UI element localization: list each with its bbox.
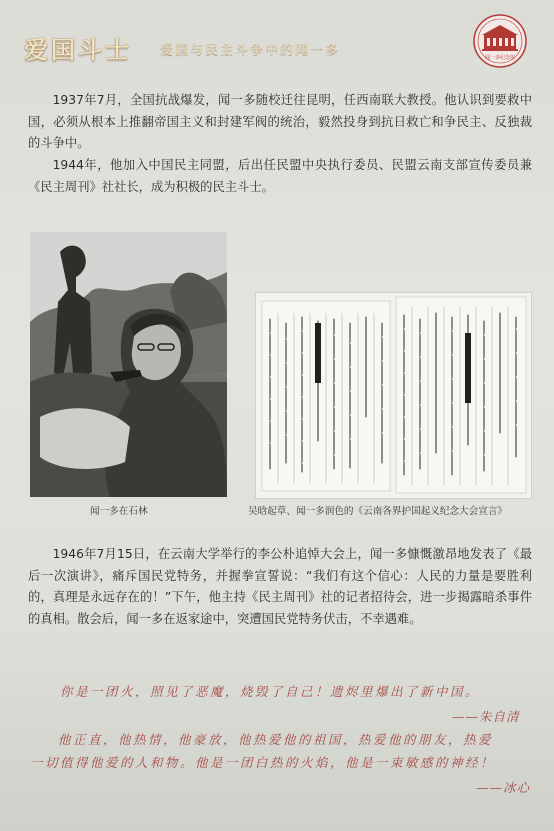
paragraph-1946: 1946年7月15日，在云南大学举行的李公朴追悼大会上，闻一多慷慨激昂地发表了《最后一次演讲》，痛斥国民党特务，并握拳宣誓说：“我们有这个信心：人民的力量是要胜利的，真理是永远存在的！”下午，他主持《民主周刊》社的记者招待会，进一步揭露暗杀事件的真相。散会后，闻一多在返家途中，突遭国民党特务伏击，不幸遇难。: [28, 547, 532, 626]
logo-text: 闻一多纪念馆: [484, 55, 516, 61]
photo-illustration: [30, 232, 227, 497]
quote-bing-xin-line-2: 一切值得他爱的人和物。他是一团白热的火焰，他是一束敏感的神经！: [30, 755, 496, 770]
quote-author-zhu-ziqing: ——朱自清: [452, 709, 520, 724]
paragraph-1944: 1944年，他加入中国民主同盟，后出任民盟中央执行委员、民盟云南支部宣传委员兼《民主周刊》社社长，成为积极的民主斗士。: [28, 158, 532, 194]
manuscript-illustration: [256, 293, 531, 498]
photo-wen-yiduo-stone-forest: [30, 232, 227, 497]
quote-bing-xin-line-1: 他正直，他热情，他豪放，他热爱他的祖国，热爱他的朋友，热爱: [58, 732, 494, 747]
photo-right-caption: 吴晗起草、闻一多润色的《云南各界护国起义纪念大会宣言》: [248, 506, 508, 517]
header: [24, 30, 464, 70]
memorial-logo: [472, 13, 528, 69]
page-title: 爱国斗士: [24, 35, 132, 64]
quote-zhu-ziqing: 你是一团火，照见了恶魔，烧毁了自己！遗烬里爆出了新中国。: [60, 684, 481, 699]
quote-author-bing-xin: ——冰心: [476, 780, 531, 795]
photo-declaration-manuscript: [255, 292, 532, 499]
paragraph-1937: 1937年7月，全国抗战爆发，闻一多随校迁往昆明，任西南联大教授。他认识到要救中国，必须从根本上推翻帝国主义和封建军阀的统治，毅然投身到抗日救亡和争民主、反独裁的斗争中。: [28, 93, 532, 150]
page-subtitle: 爱国与民主斗争中的闻一多: [160, 43, 341, 58]
photo-left-caption: 闻一多在石林: [90, 506, 148, 517]
